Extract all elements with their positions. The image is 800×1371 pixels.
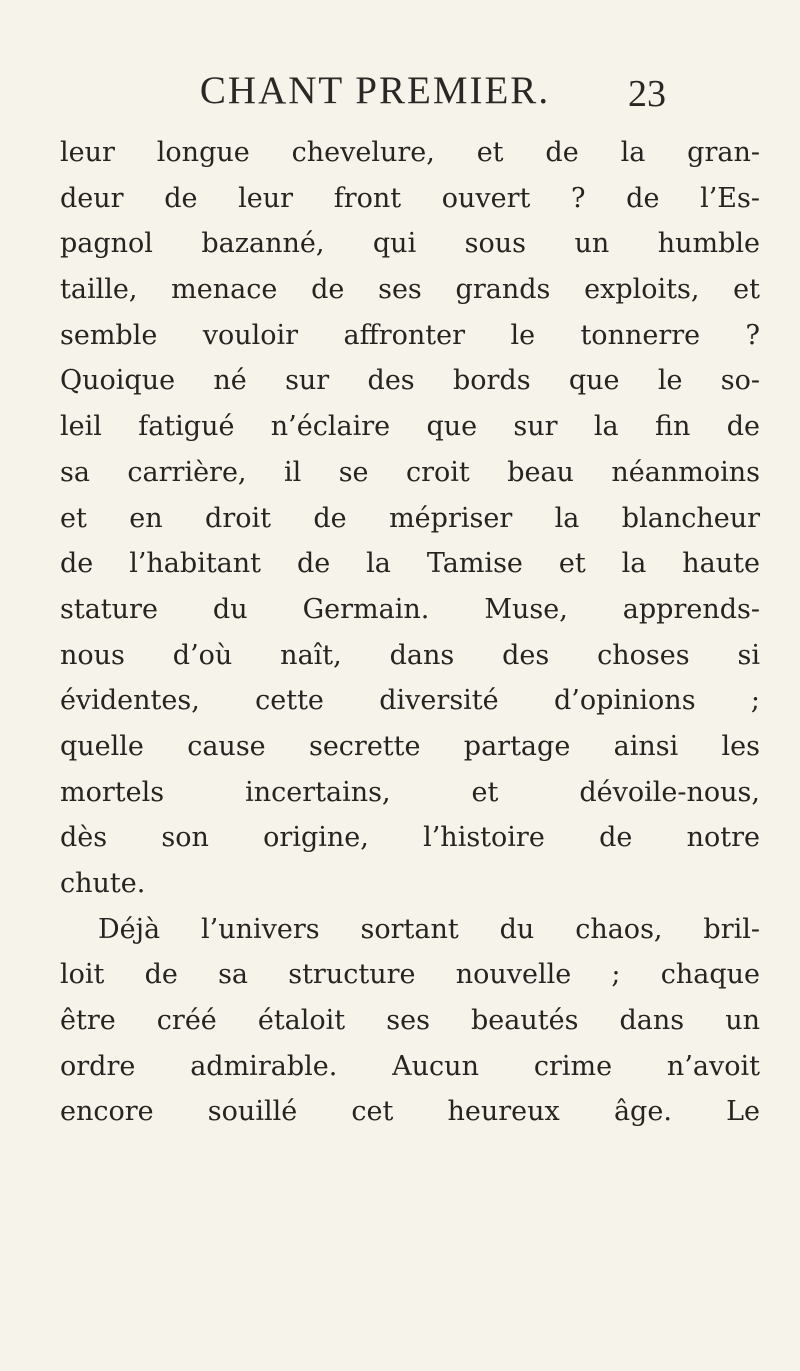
text-line: sa carrière, il se croit beau néanmoins [60,456,760,488]
text-line: et en droit de mépriser la blancheur [60,502,760,534]
text-line: dès son origine, l’histoire de notre [60,822,760,854]
text-line: taille, menace de ses grands exploits, et [60,274,760,306]
text-line: être créé étaloit ses beautés dans un [60,1005,760,1037]
text-line: nous d’où naît, dans des choses si [60,639,760,671]
running-header [0,68,800,128]
text-line: évidentes, cette diversité d’opinions ; [60,685,760,717]
text-line-paragraph-end: chute. [60,868,146,899]
text-line: leur longue chevelure, et de la gran- [60,137,760,168]
body-text [60,130,760,1135]
text-line: de l’habitant de la Tamise et la haute [60,548,760,580]
text-line: leil fatigué n’éclaire que sur la fin de [60,411,760,443]
text-line: Quoique né sur des bords que le so- [60,365,760,397]
running-title: CHANT PREMIER. [199,69,551,112]
text-line-paragraph-start: Déjà l’univers sortant du chaos, bril- [98,913,760,945]
text-line: deur de leur front ouvert ? de l’Es- [60,182,760,214]
text-line: mortels incertains, et dévoile-nous, [60,776,760,808]
page-number: 23 [628,73,666,115]
text-line: encore souillé cet heureux âge. Le [60,1096,760,1128]
text-line: ordre admirable. Aucun crime n’avoit [60,1050,760,1082]
text-line: pagnol bazanné, qui sous un humble [60,228,760,260]
text-line: semble vouloir affronter le tonnerre ? [60,319,760,351]
text-line: stature du Germain. Muse, apprends- [60,593,760,625]
text-line: quelle cause secrette partage ainsi les [60,730,760,762]
text-line: loit de sa structure nouvelle ; chaque [60,959,760,991]
